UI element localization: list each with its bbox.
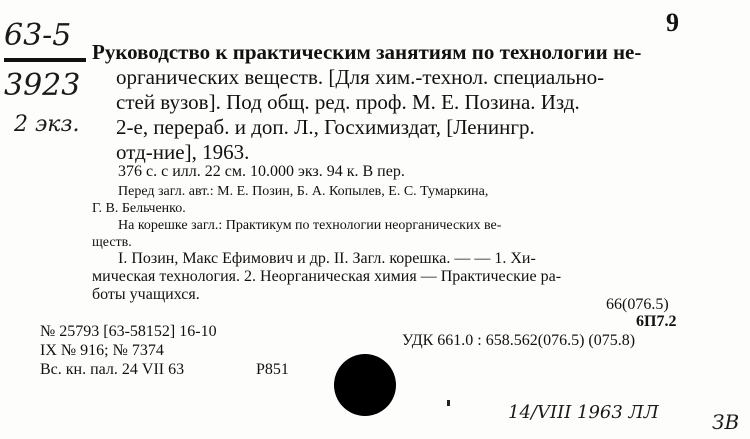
physical-description: 376 с. с илл. 22 см. 10.000 экз. 94 к. В пер. [118, 163, 405, 180]
note-line-4: ществ. [92, 235, 132, 250]
footer-registration: № 25793 [63-58152] 16-10 [40, 323, 217, 340]
title-dash [4, 58, 86, 60]
entry-line-4: отд-ние], 1963. [116, 140, 250, 164]
entry-line-1: органических веществ. [Для хим.-технол. специально- [116, 65, 605, 89]
tracing-line-3: боты учащихся. [92, 286, 200, 303]
handwritten-corner-mark: ЗВ [712, 410, 740, 434]
ink-mark [447, 400, 450, 406]
entry-title: Руководство к практическим занятиям по технологии не- [92, 40, 642, 64]
handwritten-copies: 2 экз. [14, 112, 80, 137]
handwritten-call-number-2: 3923 [4, 68, 81, 103]
handwritten-call-number-1: 63-5 [4, 18, 72, 53]
footer-chamber: Вс. кн. пал. 24 VII 63 [40, 361, 185, 378]
tracing-line-2: мическая технология. 2. Неорганическая химия — Практические ра- [92, 268, 562, 285]
footer-numbers: IX № 916; № 7374 [40, 342, 164, 359]
note-line-2: Г. В. Бельченко. [92, 201, 186, 216]
footer-code: Р851 [256, 361, 289, 378]
note-line-3: На корешке загл.: Практикум по технологии неорганических ве- [118, 218, 502, 233]
tracing-line-1: I. Позин, Макс Ефимович и др. II. Загл. корешка. — — 1. Хи- [118, 250, 536, 267]
entry-line-2: стей вузов]. Под общ. ред. проф. М. Е. Позина. Изд. [116, 90, 580, 114]
udk-code: УДК 661.0 : 658.562(076.5) (075.8) [402, 332, 636, 349]
punch-hole [334, 354, 396, 416]
handwritten-date: 14/VIII 1963 ЛЛ [508, 402, 659, 423]
classification-line-2: 6П7.2 [636, 313, 677, 330]
note-line-1: Перед загл. авт.: М. Е. Позин, Б. А. Копылев, Е. С. Тумаркина, [118, 184, 489, 199]
classification-line-1: 66(076.5) [606, 296, 669, 313]
call-number-divider [4, 60, 86, 62]
entry-line-3: 2-е, перераб. и доп. Л., Госхимиздат, [Ленингр. [116, 115, 535, 139]
page-number: 9 [666, 8, 679, 37]
